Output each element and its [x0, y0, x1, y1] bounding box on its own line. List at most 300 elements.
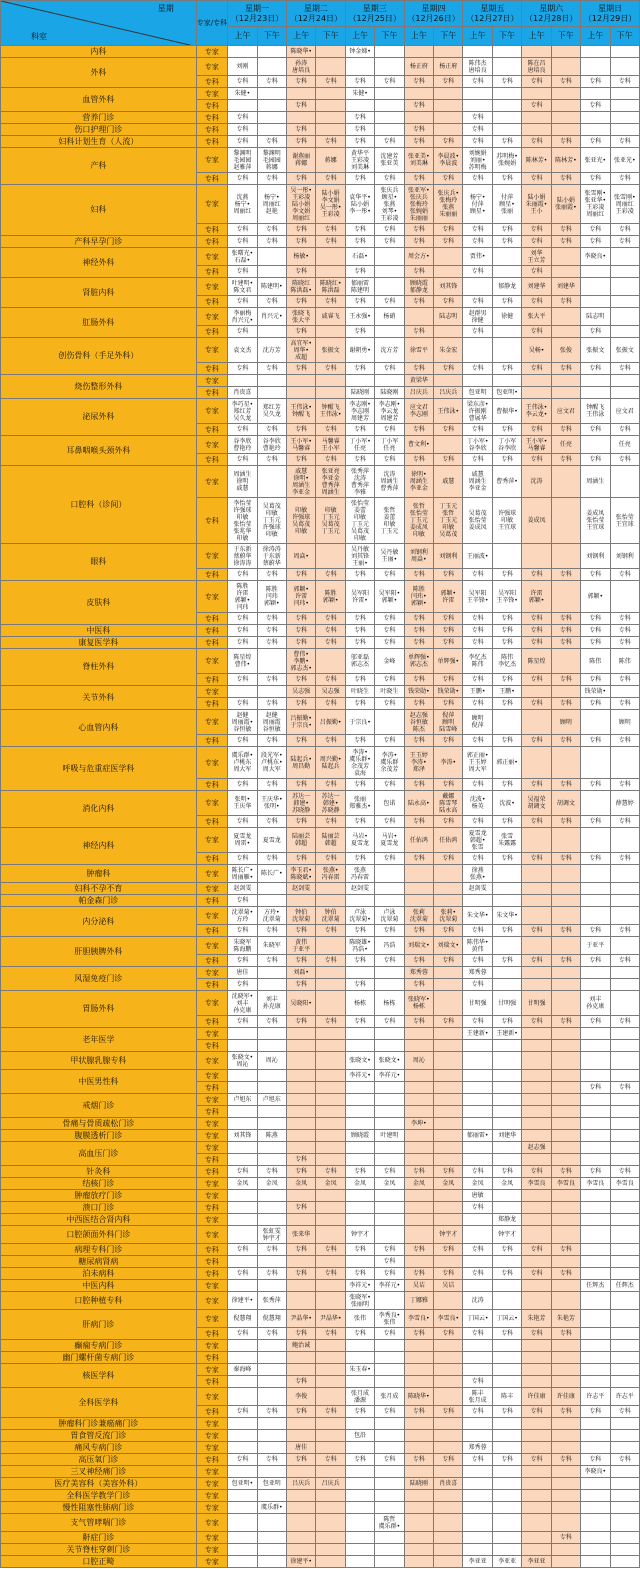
schedule-cell	[257, 1118, 286, 1130]
schedule-cell	[228, 1190, 257, 1202]
schedule-cell: 专科	[316, 1016, 345, 1028]
schedule-cell	[522, 1466, 551, 1478]
schedule-cell	[257, 248, 286, 266]
schedule-cell	[228, 1028, 257, 1040]
schedule-cell	[610, 1190, 639, 1202]
schedule-cell	[551, 1340, 580, 1352]
schedule-cell: 金凤	[345, 1178, 374, 1190]
schedule-cell	[463, 1430, 492, 1442]
schedule-row	[1, 1514, 640, 1532]
schedule-cell	[375, 112, 404, 124]
schedule-cell	[257, 124, 286, 136]
schedule-row	[1, 1226, 640, 1244]
clinic-type: 专科	[196, 236, 227, 248]
schedule-cell: 陈伟	[581, 649, 610, 674]
schedule-cell: 李志刚• 李云龙 周建芳	[375, 399, 404, 424]
schedule-cell: 专科	[375, 363, 404, 375]
schedule-cell: 专科	[522, 454, 551, 466]
schedule-cell: 王鹏•	[492, 686, 521, 698]
schedule-cell	[522, 1544, 551, 1556]
schedule-cell: 专科	[522, 100, 551, 112]
schedule-cell: 专科	[551, 816, 580, 828]
schedule-cell	[522, 1502, 551, 1514]
schedule-cell	[492, 1292, 521, 1310]
schedule-cell	[286, 1052, 315, 1070]
schedule-row	[1, 649, 640, 674]
schedule-cell: 许雷 郭颖•	[522, 581, 551, 613]
schedule-cell: 张振文	[316, 338, 345, 363]
schedule-cell: 专科	[434, 76, 463, 88]
schedule-cell	[228, 1502, 257, 1514]
schedule-cell	[610, 1340, 639, 1352]
schedule-cell: 张明• 王庆华	[228, 791, 257, 816]
schedule-cell	[492, 88, 521, 100]
schedule-cell	[581, 895, 610, 907]
schedule-cell: 张晓文• 周沁	[228, 1052, 257, 1070]
department-name: 烧伤整形外科	[1, 375, 197, 399]
schedule-cell: 专科	[286, 569, 315, 581]
schedule-cell: 专科	[345, 124, 374, 136]
clinic-type: 专科	[196, 613, 227, 625]
schedule-cell	[316, 1106, 345, 1118]
schedule-cell	[492, 1280, 521, 1292]
schedule-cell	[345, 58, 374, 76]
schedule-cell: 吴志强	[286, 686, 315, 698]
schedule-cell	[610, 828, 639, 853]
schedule-cell: 甘明强	[522, 991, 551, 1016]
schedule-cell	[581, 710, 610, 735]
am-header: 上午	[286, 27, 315, 46]
schedule-cell	[492, 1040, 521, 1052]
schedule-cell: 周会方•	[404, 248, 433, 266]
schedule-cell: 专科	[375, 296, 404, 308]
schedule-cell: 专科	[345, 363, 374, 375]
schedule-cell	[551, 100, 580, 112]
pm-header: 下午	[375, 27, 404, 46]
schedule-cell	[463, 338, 492, 363]
schedule-cell	[522, 710, 551, 735]
department-name: 幽门螺杆菌专病门诊	[1, 1352, 197, 1364]
schedule-cell: 徐涛涛 于东新 蔡蔚华	[257, 544, 286, 569]
schedule-cell: 专科	[404, 698, 433, 710]
schedule-cell: 倪慧翔	[228, 1310, 257, 1328]
clinic-type: 专科	[196, 1016, 227, 1028]
clinic-type: 专科	[196, 853, 227, 865]
schedule-cell	[316, 937, 345, 955]
schedule-cell: 专科	[492, 569, 521, 581]
schedule-cell	[492, 1256, 521, 1268]
schedule-row	[1, 895, 640, 907]
schedule-cell	[551, 1094, 580, 1106]
schedule-cell: 专科	[345, 613, 374, 625]
schedule-cell	[375, 1214, 404, 1226]
schedule-cell	[522, 686, 551, 698]
schedule-cell	[228, 1466, 257, 1478]
schedule-cell: 专科	[492, 955, 521, 967]
schedule-cell	[375, 100, 404, 112]
schedule-cell: 专科	[404, 1406, 433, 1418]
schedule-cell	[257, 1040, 286, 1052]
schedule-cell	[316, 1070, 345, 1082]
schedule-cell: 沈方芳	[375, 338, 404, 363]
am-header: 上午	[228, 27, 257, 46]
schedule-cell: 卢旭东	[228, 1094, 257, 1106]
schedule-row	[1, 88, 640, 100]
department-name: 神经内科	[1, 828, 197, 865]
schedule-cell: 唐敏	[463, 1190, 492, 1202]
schedule-cell: 卢泳 沈翠菊•	[345, 907, 374, 925]
schedule-cell: 专科	[463, 569, 492, 581]
schedule-cell	[581, 266, 610, 278]
schedule-cell: 专科	[345, 925, 374, 937]
schedule-cell	[522, 1418, 551, 1430]
schedule-cell	[610, 1376, 639, 1388]
schedule-cell: 张大平	[522, 308, 551, 326]
schedule-cell	[257, 266, 286, 278]
schedule-cell: 专科	[404, 1244, 433, 1256]
schedule-cell: 陆小娟 李文娟 吴一彤• 王彩凌	[316, 185, 345, 224]
schedule-cell: 陈伟 李忆杰	[492, 649, 521, 674]
schedule-cell	[610, 1352, 639, 1364]
schedule-row	[1, 1268, 640, 1280]
schedule-cell	[551, 581, 580, 613]
schedule-cell: 李晓良•	[581, 248, 610, 266]
schedule-cell	[404, 1256, 433, 1268]
schedule-cell	[286, 1142, 315, 1154]
schedule-cell: 专科	[463, 236, 492, 248]
schedule-cell	[257, 895, 286, 907]
schedule-cell	[316, 967, 345, 979]
schedule-cell	[316, 979, 345, 991]
schedule-cell: 金凤	[463, 1178, 492, 1190]
schedule-row	[1, 248, 640, 266]
schedule-cell: 专科	[228, 895, 257, 907]
schedule-cell: 金凤	[375, 1178, 404, 1190]
schedule-cell: 黄华平 王彩凌 刘美琳	[345, 148, 374, 173]
clinic-type: 专科	[196, 698, 227, 710]
department-name: 肾脏内科	[1, 278, 197, 308]
schedule-row	[1, 1544, 640, 1556]
schedule-cell: 金凤	[404, 1178, 433, 1190]
schedule-cell	[375, 58, 404, 76]
schedule-cell: 专科	[492, 613, 521, 625]
schedule-cell	[551, 1256, 580, 1268]
schedule-row	[1, 1388, 640, 1406]
schedule-cell: 专科	[463, 424, 492, 436]
clinic-type: 专家	[196, 883, 227, 895]
schedule-cell	[434, 1154, 463, 1166]
schedule-cell: 专科	[345, 1328, 374, 1340]
schedule-cell	[551, 1106, 580, 1118]
schedule-cell	[463, 278, 492, 296]
department-name: 产科早孕门诊	[1, 236, 197, 248]
clinic-type: 专科	[196, 1268, 227, 1280]
schedule-cell	[463, 1364, 492, 1376]
schedule-cell: 专科	[286, 1202, 315, 1214]
schedule-cell	[581, 967, 610, 979]
clinic-type: 专家	[196, 1466, 227, 1478]
schedule-cell: 赵剑雯	[345, 883, 374, 895]
schedule-cell: 专科	[404, 266, 433, 278]
schedule-cell	[434, 1040, 463, 1052]
schedule-cell: 钟金娣•	[345, 46, 374, 58]
schedule-cell: 专科	[463, 124, 492, 136]
schedule-cell	[434, 1292, 463, 1310]
clinic-type: 专科	[196, 1082, 227, 1094]
schedule-cell	[610, 1418, 639, 1430]
schedule-row	[1, 991, 640, 1016]
schedule-cell	[316, 1190, 345, 1202]
schedule-cell	[581, 1490, 610, 1502]
schedule-cell	[522, 1028, 551, 1040]
schedule-cell: 丁玉元 张哲 丁玉元 印敏 吴葛茂	[434, 498, 463, 544]
schedule-cell: 张怡莹 王宜球	[610, 498, 639, 544]
schedule-cell	[551, 1214, 580, 1226]
schedule-cell	[492, 1514, 521, 1532]
schedule-cell: 专科	[551, 853, 580, 865]
schedule-cell: 专科	[463, 674, 492, 686]
schedule-cell	[228, 100, 257, 112]
schedule-cell	[581, 1418, 610, 1430]
schedule-cell: 吴晓阳•	[286, 991, 315, 1016]
schedule-cell: 专科	[257, 625, 286, 637]
schedule-cell: 专科	[463, 224, 492, 236]
schedule-cell: 专科	[286, 735, 315, 747]
schedule-cell: 专科	[375, 1454, 404, 1466]
schedule-cell: 任辉杰	[581, 1280, 610, 1292]
schedule-cell	[463, 1352, 492, 1364]
schedule-cell: 沈翠菊• 方玲	[228, 907, 257, 925]
schedule-cell: 李涛• 虞乐群 余茂芳	[375, 747, 404, 779]
schedule-cell	[257, 1154, 286, 1166]
clinic-type: 专家	[196, 649, 227, 674]
schedule-cell: 专科	[228, 1244, 257, 1256]
clinic-type: 专科	[196, 925, 227, 937]
schedule-cell: 于宗良•	[345, 710, 374, 735]
schedule-cell: 杨正府	[404, 58, 433, 76]
schedule-cell: 沈波•	[492, 791, 521, 816]
schedule-cell: 专科	[228, 136, 257, 148]
schedule-cell	[375, 1478, 404, 1490]
schedule-cell	[522, 883, 551, 895]
schedule-cell	[228, 1442, 257, 1454]
schedule-cell: 陈长广•	[257, 865, 286, 883]
schedule-row	[1, 544, 640, 569]
schedule-cell: 李忆杰 陈伟	[463, 649, 492, 674]
department-name: 内科	[1, 46, 197, 58]
schedule-cell: 专科	[581, 637, 610, 649]
schedule-cell: 专科	[492, 76, 521, 88]
schedule-cell	[434, 1364, 463, 1376]
schedule-cell: 专科	[551, 1244, 580, 1256]
clinic-type: 专家	[196, 544, 227, 569]
schedule-cell: 于亚平	[581, 937, 610, 955]
schedule-cell	[610, 1052, 639, 1070]
schedule-cell	[551, 1292, 580, 1310]
department-name: 癫痫专病门诊	[1, 1340, 197, 1352]
clinic-type: 专科	[196, 625, 227, 637]
schedule-cell	[551, 498, 580, 544]
schedule-cell: 专科	[434, 1016, 463, 1028]
schedule-cell	[434, 100, 463, 112]
clinic-type: 专科	[196, 100, 227, 112]
clinic-type: 专家	[196, 148, 227, 173]
schedule-cell	[316, 1430, 345, 1442]
schedule-cell	[345, 1202, 374, 1214]
department-name: 耳鼻咽喉头颈外科	[1, 436, 197, 466]
schedule-cell	[345, 1256, 374, 1268]
schedule-cell	[257, 466, 286, 498]
schedule-cell: 赵剑雯	[463, 883, 492, 895]
schedule-cell: 赵志强 谷恒敏 陈杰	[404, 710, 433, 735]
schedule-cell	[404, 1490, 433, 1502]
schedule-cell: 刘丰 孙克康	[581, 991, 610, 1016]
schedule-cell: 专科	[581, 326, 610, 338]
schedule-cell	[610, 308, 639, 326]
schedule-row	[1, 1142, 640, 1154]
schedule-cell: 刘建华	[551, 278, 580, 296]
schedule-cell	[286, 1082, 315, 1094]
schedule-cell	[492, 1118, 521, 1130]
schedule-cell	[257, 1418, 286, 1430]
schedule-cell: 专科	[404, 979, 433, 991]
schedule-cell	[434, 1490, 463, 1502]
department-name: 戒烟门诊	[1, 1094, 197, 1118]
schedule-row	[1, 1352, 640, 1364]
schedule-cell	[581, 88, 610, 100]
schedule-cell	[257, 979, 286, 991]
schedule-cell: 甘明强	[492, 991, 521, 1016]
department-name: 全科医学科	[1, 1388, 197, 1418]
day-date: （12月27日）	[466, 13, 519, 23]
schedule-cell	[434, 124, 463, 136]
schedule-cell: 杨栋	[345, 991, 374, 1016]
schedule-row	[1, 1442, 640, 1454]
schedule-cell: 李秀良• 张伟	[375, 1310, 404, 1328]
schedule-cell: 张曙光• 石磊•	[228, 248, 257, 266]
schedule-cell	[551, 1544, 580, 1556]
schedule-cell: 金凤	[257, 1178, 286, 1190]
clinic-type: 专家	[196, 466, 227, 498]
schedule-cell	[463, 1340, 492, 1352]
schedule-cell: 专科	[551, 613, 580, 625]
schedule-cell: 专科	[316, 296, 345, 308]
schedule-cell: 专科	[463, 454, 492, 466]
schedule-cell	[316, 1094, 345, 1106]
schedule-cell: 专科	[286, 363, 315, 375]
schedule-cell	[286, 1190, 315, 1202]
schedule-row	[1, 112, 640, 124]
schedule-cell: 专科	[610, 1454, 639, 1466]
schedule-cell: 陈胜 闫玮 郭颖•	[257, 581, 286, 613]
schedule-cell	[492, 1340, 521, 1352]
schedule-cell: 专科	[404, 613, 433, 625]
schedule-cell	[581, 791, 610, 816]
schedule-cell: 专科	[581, 955, 610, 967]
schedule-cell: 刘华 王立芳	[522, 248, 551, 266]
clinic-type: 专科	[196, 1352, 227, 1364]
schedule-cell	[316, 1352, 345, 1364]
schedule-cell	[551, 112, 580, 124]
schedule-cell	[257, 88, 286, 100]
schedule-cell: 专科	[522, 173, 551, 185]
schedule-cell: 沈涛	[463, 1292, 492, 1310]
schedule-cell: 黄伟 于亚平	[286, 937, 315, 955]
schedule-cell: 张晓军• 杨栋	[404, 991, 433, 1016]
schedule-cell	[434, 112, 463, 124]
schedule-cell	[581, 1118, 610, 1130]
department-name: 创伤骨科（手足外科）	[1, 338, 197, 375]
schedule-cell	[522, 895, 551, 907]
schedule-cell: 鲍治诚	[286, 1340, 315, 1352]
schedule-cell	[610, 1430, 639, 1442]
schedule-cell	[610, 991, 639, 1016]
department-name: 病理专科门诊	[1, 1244, 197, 1256]
schedule-cell: 专科	[228, 236, 257, 248]
schedule-cell	[375, 1340, 404, 1352]
schedule-cell: 专科	[345, 1166, 374, 1178]
schedule-cell	[581, 865, 610, 883]
schedule-cell: 张来华	[286, 1226, 315, 1244]
department-name: 心血管内科	[1, 710, 197, 747]
schedule-cell: 马馨睿 王小军	[316, 436, 345, 454]
schedule-cell	[404, 1376, 433, 1388]
schedule-cell: 张伟	[345, 1310, 374, 1328]
department-name: 关节脊柱穿刺门诊	[1, 1544, 197, 1556]
schedule-cell: 朱晓军 陈海鹏	[228, 937, 257, 955]
schedule-cell: 专科	[228, 1454, 257, 1466]
clinic-type: 专家	[196, 1442, 227, 1454]
schedule-cell: 专科	[375, 424, 404, 436]
schedule-cell: 刘钢利	[434, 544, 463, 569]
schedule-cell: 陆起兵• 周昌勤	[286, 747, 315, 779]
schedule-cell: 专科	[257, 779, 286, 791]
clinic-type: 专科	[196, 224, 227, 236]
schedule-cell: 甘明强	[463, 991, 492, 1016]
schedule-cell: 专科	[375, 1328, 404, 1340]
schedule-cell: 张振文	[610, 338, 639, 363]
schedule-row	[1, 338, 640, 363]
schedule-cell	[286, 112, 315, 124]
schedule-cell: 专科	[434, 173, 463, 185]
schedule-cell	[345, 1082, 374, 1094]
schedule-cell: 郭颖• 许雷 闫玮•	[286, 581, 315, 613]
clinic-type: 专家	[196, 710, 227, 735]
schedule-cell: 专科	[257, 637, 286, 649]
schedule-cell	[522, 1070, 551, 1082]
schedule-cell	[228, 1544, 257, 1556]
schedule-cell: 专科	[316, 76, 345, 88]
schedule-row	[1, 399, 640, 424]
schedule-cell	[492, 1430, 521, 1442]
schedule-cell	[492, 1352, 521, 1364]
schedule-cell	[522, 828, 551, 853]
table-body	[1, 46, 640, 1568]
schedule-cell	[434, 266, 463, 278]
schedule-cell: 专科	[375, 1406, 404, 1418]
schedule-cell	[228, 1490, 257, 1502]
schedule-cell: 专科	[581, 363, 610, 375]
schedule-cell: 徐雪平	[404, 338, 433, 363]
schedule-cell: 专科	[551, 224, 580, 236]
schedule-cell: 刘钢利 周焱•	[404, 544, 433, 569]
schedule-cell: 李涛•	[434, 747, 463, 779]
schedule-cell	[581, 1226, 610, 1244]
schedule-cell: 专科	[228, 637, 257, 649]
schedule-cell	[492, 1202, 521, 1214]
schedule-cell	[434, 1532, 463, 1544]
schedule-cell	[463, 1070, 492, 1082]
